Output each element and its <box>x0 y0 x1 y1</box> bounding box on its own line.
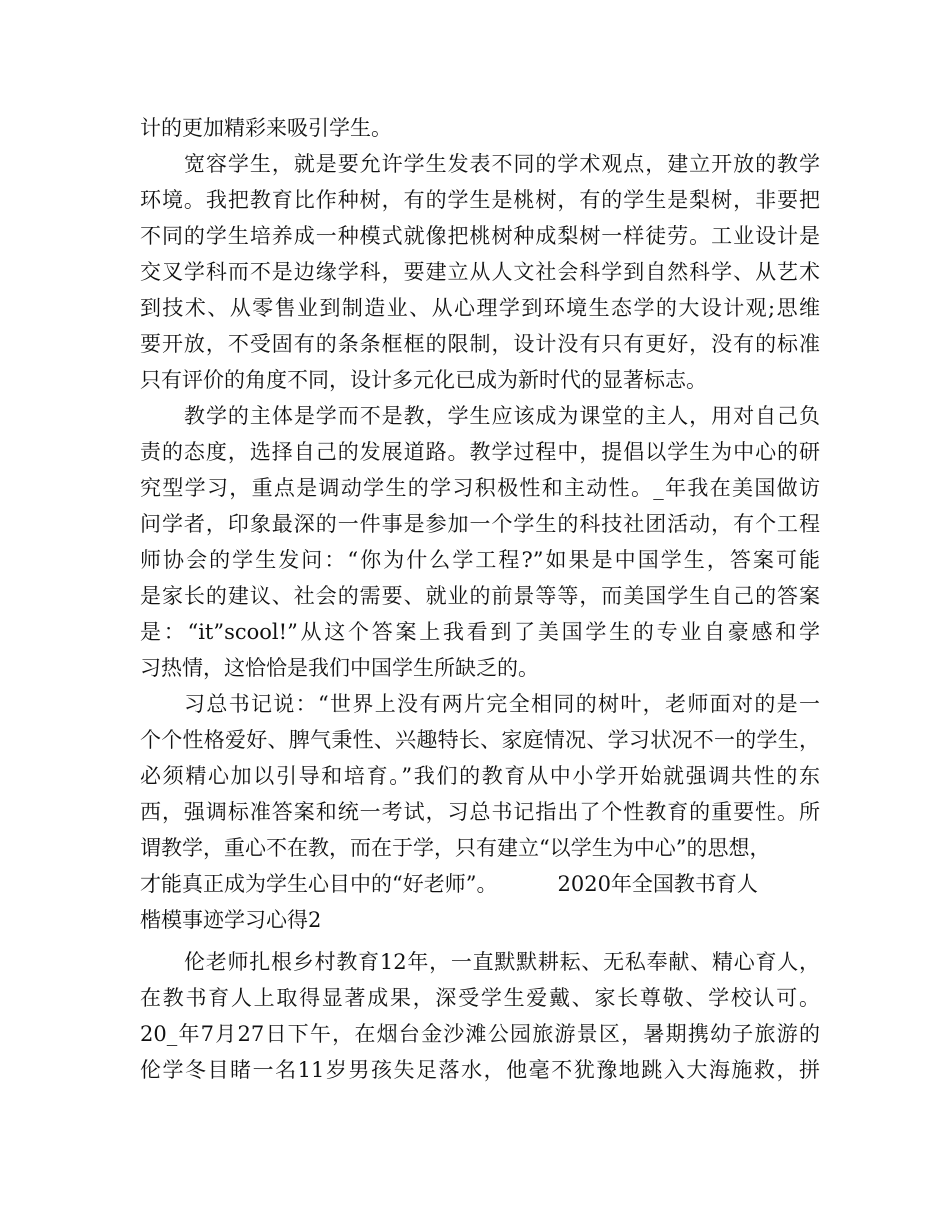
text-segment: 才能真正成为学生心目中的“好老师”。 <box>140 872 498 896</box>
text-line: 谓教学，重心不在教，而在于学，只有建立“以学生为中心”的思想， <box>140 836 771 860</box>
text-line: 西，强调标准答案和统一考试，习总书记指出了个性教育的重要性。所 <box>140 800 820 824</box>
text-line: 是：“it”scool!”从这个答案上我看到了美国学生的专业自豪感和学 <box>140 620 820 644</box>
paragraph-first-line: 伦老师扎根乡村教育12年，一直默默耕耘、无私奉献、精心育人， <box>184 950 820 974</box>
text-line: 是家长的建议、社会的需要、就业的前景等等，而美国学生自己的答案 <box>140 584 820 608</box>
paragraph-first-line: 宽容学生，就是要允许学生发表不同的学术观点，建立开放的教学 <box>184 152 820 176</box>
text-line: 个个性格爱好、脾气秉性、兴趣特长、家庭情况、学习状况不一的学生， <box>140 728 820 752</box>
text-line: 必须精心加以引导和培育。”我们的教育从中小学开始就强调共性的东 <box>140 764 820 788</box>
text-line: 只有评价的角度不同，设计多元化已成为新时代的显著标志。 <box>140 368 707 392</box>
text-line: 计的更加精彩来吸引学生。 <box>140 116 392 140</box>
text-line: 20_年7月27日下午，在烟台金沙滩公园旅游景区，暑期携幼子旅游的 <box>140 1022 820 1046</box>
section-heading-part: 2020年全国教书育人 <box>557 872 758 896</box>
text-line: 到技术、从零售业到制造业、从心理学到环境生态学的大设计观;思维 <box>140 296 820 320</box>
text-line: 环境。我把教育比作种树，有的学生是桃树，有的学生是梨树，非要把 <box>140 188 820 212</box>
text-line: 在教书育人上取得显著成果，深受学生爱戴、家长尊敬、学校认可。 <box>140 986 820 1010</box>
text-line: 习热情，这恰恰是我们中国学生所缺乏的。 <box>140 656 539 680</box>
text-line: 究型学习，重点是调动学生的学习积极性和主动性。_年我在美国做访 <box>140 476 820 500</box>
text-line: 问学者，印象最深的一件事是参加一个学生的科技社团活动，有个工程 <box>140 512 820 536</box>
text-line: 责的态度，选择自己的发展道路。教学过程中，提倡以学生为中心的研 <box>140 440 820 464</box>
section-heading: 楷模事迹学习心得2 <box>140 908 322 932</box>
paragraph-first-line: 教学的主体是学而不是教，学生应该成为课堂的主人，用对自己负 <box>184 404 820 428</box>
paragraph-first-line: 习总书记说：“世界上没有两片完全相同的树叶，老师面对的是一 <box>184 692 820 716</box>
text-line: 师协会的学生发问：“你为什么学工程?”如果是中国学生，答案可能 <box>140 548 820 572</box>
text-line-with-heading <box>140 866 820 902</box>
text-line: 不同的学生培养成一种模式就像把桃树种成梨树一样徒劳。工业设计是 <box>140 224 820 248</box>
text-line: 伦学冬目睹一名11岁男孩失足落水，他毫不犹豫地跳入大海施救，拼 <box>140 1058 820 1082</box>
text-line: 交叉学科而不是边缘学科，要建立从人文社会科学到自然科学、从艺术 <box>140 260 820 284</box>
text-line: 要开放，不受固有的条条框框的限制，设计没有只有更好，没有的标准 <box>140 332 820 356</box>
